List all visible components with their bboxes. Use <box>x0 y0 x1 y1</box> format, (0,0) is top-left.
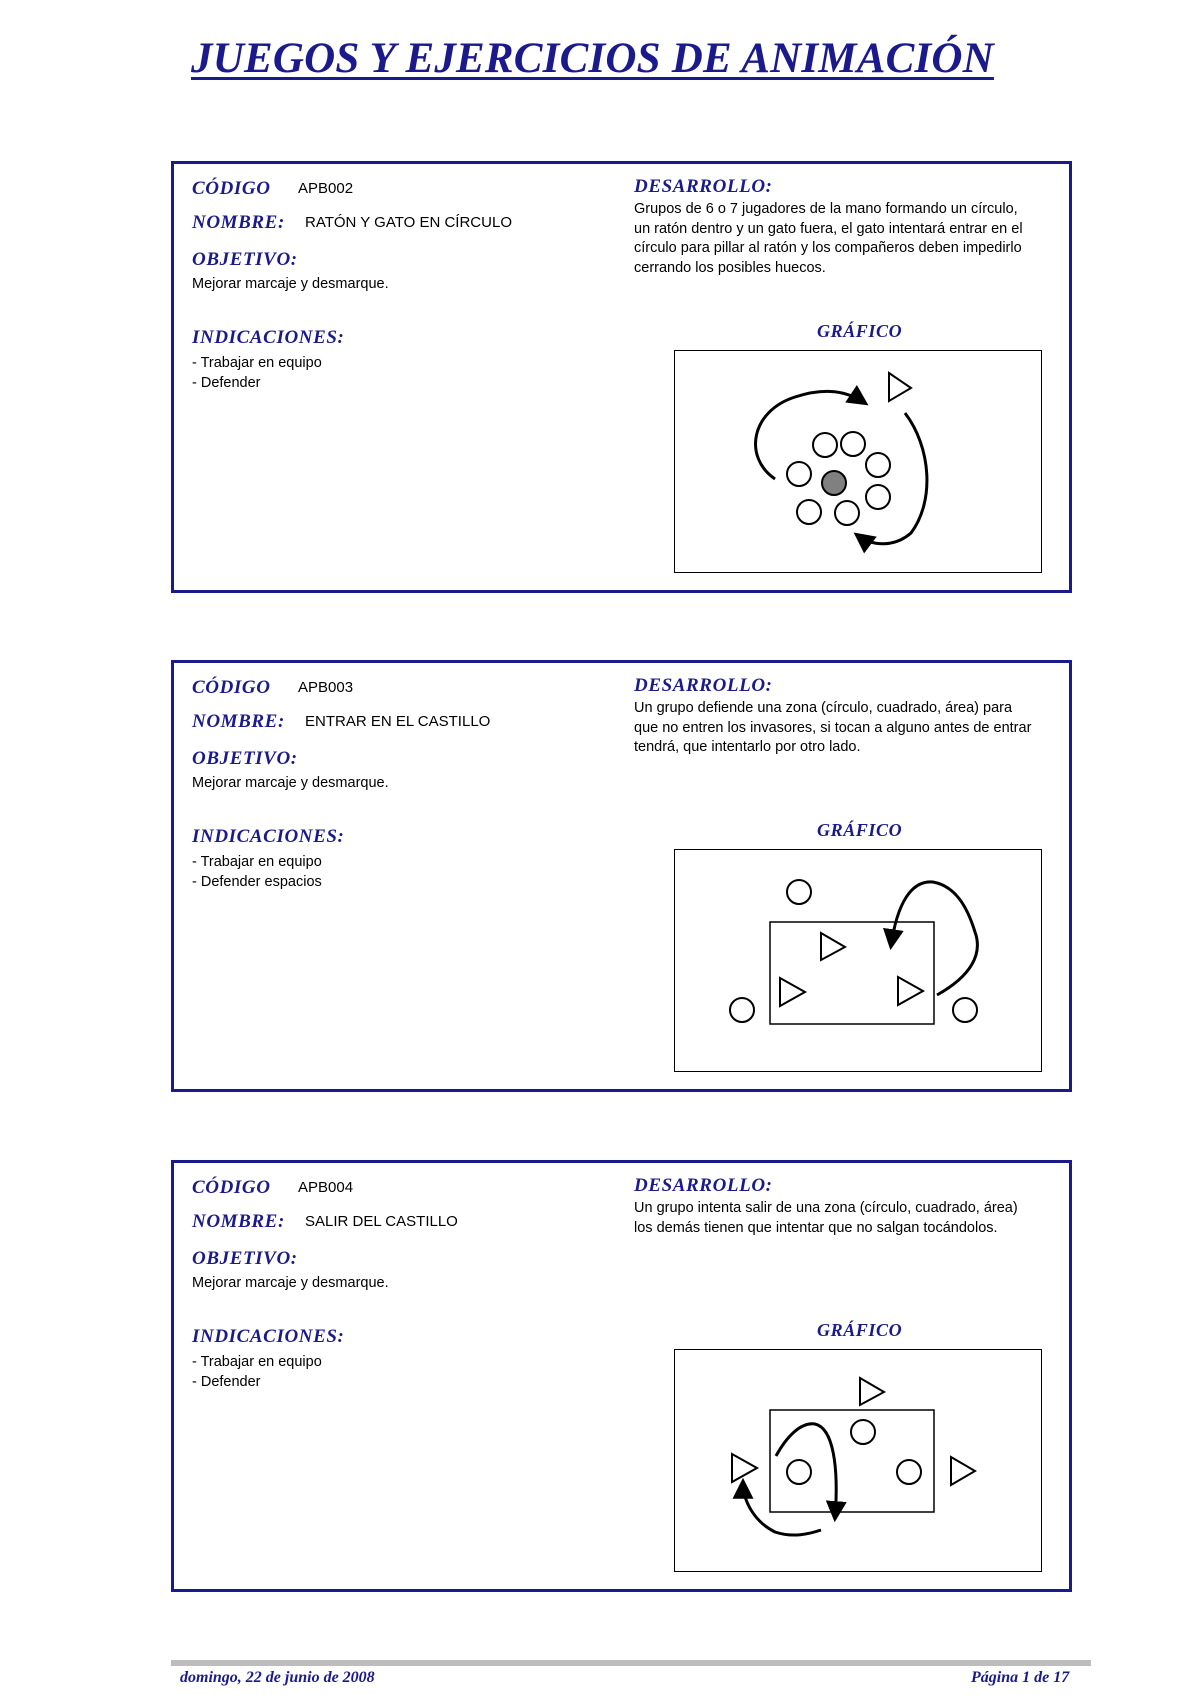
guard-triangle <box>951 1457 975 1485</box>
development-text <box>634 200 1070 290</box>
indication-item: - Defender <box>192 1373 261 1390</box>
code-label: CÓDIGO <box>192 178 271 199</box>
player-circle <box>866 453 890 477</box>
objective-text: Mejorar marcaje y desmarque. <box>192 1275 389 1291</box>
invader-circle <box>787 880 811 904</box>
player-circle <box>866 485 890 509</box>
page-title: JUEGOS Y EJERCICIOS DE ANIMACIÓN <box>191 35 994 82</box>
development-label: DESARROLLO: <box>634 675 773 696</box>
development-line: círculo para pillar al ratón y los compañeros deben impedirlo <box>634 240 1022 256</box>
player-circle <box>835 501 859 525</box>
footer-rule <box>171 1660 1091 1666</box>
player-circle <box>797 500 821 524</box>
exercise-card <box>171 161 1072 593</box>
development-line: Grupos de 6 o 7 jugadores de la mano formando un círculo, <box>634 201 1018 217</box>
code-value: APB004 <box>298 1179 354 1196</box>
name-value: SALIR DEL CASTILLO <box>305 1213 458 1230</box>
development-line: los demás tienen que intentar que no salgan tocándolos. <box>634 1219 998 1236</box>
exercise-diagram <box>674 1349 1042 1572</box>
mouse-circle <box>822 471 846 495</box>
code-value: APB003 <box>298 679 354 696</box>
exercise-card <box>171 1160 1072 1592</box>
guard-triangle <box>732 1454 757 1482</box>
indication-item: - Trabajar en equipo <box>192 355 322 371</box>
player-circle <box>841 432 865 456</box>
indications-label: INDICACIONES: <box>192 826 345 847</box>
player-circle <box>813 433 837 457</box>
development-line: que no entren los invasores, si tocan a alguno antes de entrar <box>634 719 1032 736</box>
movement-arrow <box>756 391 865 479</box>
exercise-card <box>171 660 1072 1092</box>
code-label: CÓDIGO <box>192 677 271 698</box>
player-circle <box>787 462 811 486</box>
defender-triangle <box>780 978 805 1006</box>
movement-arrow <box>776 1424 836 1518</box>
indications-label: INDICACIONES: <box>192 327 345 348</box>
movement-arrow <box>743 1482 821 1535</box>
indication-item: - Defender <box>192 374 261 391</box>
exercise-diagram <box>674 350 1042 573</box>
cat-triangle <box>889 373 911 401</box>
development-line: Un grupo intenta salir de una zona (círculo, cuadrado, área) <box>634 1200 1018 1216</box>
indications-label: INDICACIONES: <box>192 1326 345 1347</box>
defender-triangle <box>898 977 923 1005</box>
objective-label: OBJETIVO: <box>192 1248 298 1269</box>
footer-date: domingo, 22 de junio de 2008 <box>180 1669 375 1686</box>
indication-item: - Trabajar en equipo <box>192 1354 322 1370</box>
development-line: cerrando los posibles huecos. <box>634 259 826 276</box>
exercise-diagram <box>674 849 1042 1072</box>
indication-item: - Trabajar en equipo <box>192 854 322 870</box>
code-label: CÓDIGO <box>192 1177 271 1198</box>
objective-text: Mejorar marcaje y desmarque. <box>192 276 389 292</box>
development-label: DESARROLLO: <box>634 176 773 197</box>
invader-circle <box>953 998 977 1022</box>
name-value: ENTRAR EN EL CASTILLO <box>305 713 491 730</box>
movement-arrow <box>857 413 927 544</box>
objective-text: Mejorar marcaje y desmarque. <box>192 775 389 791</box>
castle-player-circle <box>787 1460 811 1484</box>
development-label: DESARROLLO: <box>634 1175 773 1196</box>
objective-label: OBJETIVO: <box>192 249 298 270</box>
development-text <box>634 699 1070 789</box>
castle-player-circle <box>897 1460 921 1484</box>
name-label: NOMBRE: <box>192 212 285 233</box>
name-label: NOMBRE: <box>192 1211 285 1232</box>
diagram-svg <box>675 1350 1040 1570</box>
graphic-label: GRÁFICO <box>817 1320 903 1340</box>
indications-list <box>192 1353 322 1392</box>
development-line: tendrá, que intentarlo por otro lado. <box>634 739 861 755</box>
objective-label: OBJETIVO: <box>192 748 298 769</box>
development-text <box>634 1199 1070 1289</box>
invader-circle <box>730 998 754 1022</box>
castle-player-circle <box>851 1420 875 1444</box>
development-line: Un grupo defiende una zona (círculo, cuadrado, área) para <box>634 700 1013 716</box>
diagram-svg <box>675 351 1040 571</box>
indications-list <box>192 853 322 892</box>
code-value: APB002 <box>298 180 354 197</box>
indication-item: - Defender espacios <box>192 873 322 890</box>
graphic-label: GRÁFICO <box>817 321 903 341</box>
diagram-svg <box>675 850 1040 1070</box>
defender-triangle <box>821 933 845 960</box>
castle-zone <box>770 922 934 1024</box>
name-value: RATÓN Y GATO EN CÍRCULO <box>305 214 512 231</box>
guard-triangle <box>860 1378 884 1405</box>
page-number: Página 1 de 17 <box>971 1669 1070 1686</box>
name-label: NOMBRE: <box>192 711 285 732</box>
graphic-label: GRÁFICO <box>817 820 903 840</box>
development-line: un ratón dentro y un gato fuera, el gato intentará entrar en el <box>634 220 1023 237</box>
indications-list <box>192 354 322 393</box>
